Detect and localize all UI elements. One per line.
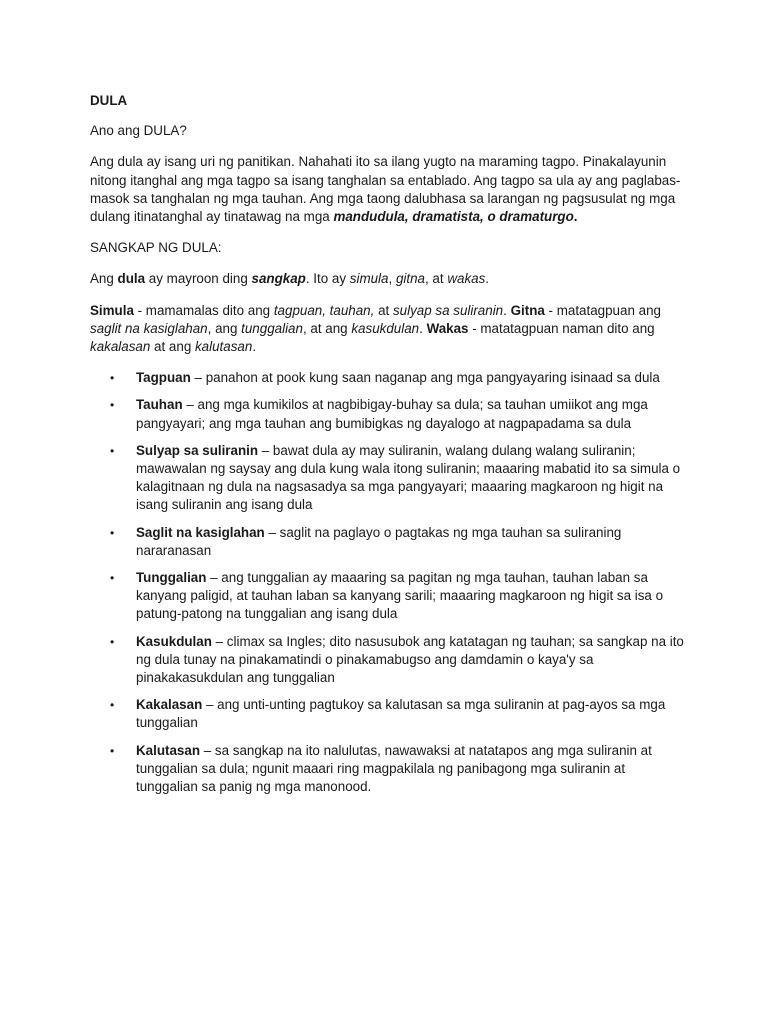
parts-tunggalian: tunggalian bbox=[241, 320, 303, 336]
parts-text-6: , at ang bbox=[302, 320, 352, 336]
definition-emphasis: mandudula, dramatista, o dramaturgo bbox=[333, 209, 574, 225]
list-item-desc: – bawat dula ay may suliranin, walang dulang walang suliranin; mawawalan ng saysay ang dula kung wala itong suliranin; maaaring mabatid ito sa simula o kalagitnaan ng dula na nagsasadya sa mga pangyayari; maaaring magkaroon ng higit na isang suliranin ang isang dula bbox=[136, 442, 681, 513]
list-item-desc: – ang unti-unting pagtukoy sa kalutasan sa mga suliranin at pag-ayos sa mga tunggalian bbox=[136, 697, 666, 731]
bullet-icon: • bbox=[110, 743, 115, 758]
sangkap-list bbox=[90, 369, 690, 796]
parts-text-2: at bbox=[374, 302, 393, 318]
intro-text-4: , bbox=[388, 271, 396, 287]
parts-kalutasan: kalutasan bbox=[194, 339, 253, 355]
parts-text-4: - matatagpuan ang bbox=[544, 302, 661, 318]
intro-sangkap: sangkap bbox=[251, 271, 306, 287]
intro-text-2: ay mayroon ding bbox=[145, 271, 252, 287]
list-item-term: Tauhan bbox=[136, 397, 183, 413]
bullet-icon: • bbox=[110, 398, 115, 413]
intro-wakas: wakas bbox=[447, 271, 486, 287]
gitna-label: Gitna bbox=[510, 302, 545, 318]
bullet-icon: • bbox=[110, 443, 115, 458]
bullet-icon: • bbox=[110, 571, 115, 586]
list-item-desc: – ang tunggalian ay maaaring sa pagitan ng mga tauhan, tauhan laban sa kanyang paligid, at tauhan laban sa kanyang sarili; maaaring magkaroon ng higit sa isa o patung-patong na tunggalian ang isang dula bbox=[136, 570, 664, 622]
parts-kasukdulan: kasukdulan bbox=[351, 320, 420, 336]
intro-text-6: . bbox=[485, 271, 490, 287]
parts-text-5: , ang bbox=[207, 320, 242, 336]
list-item-term: Kakalasan bbox=[136, 697, 203, 713]
intro-text-3: . Ito ay bbox=[305, 271, 350, 287]
list-item bbox=[90, 369, 690, 387]
bullet-icon: • bbox=[110, 634, 115, 649]
list-item bbox=[90, 633, 690, 688]
list-item-term: Tunggalian bbox=[136, 570, 207, 586]
list-item bbox=[90, 396, 690, 432]
parts-paragraph bbox=[90, 302, 690, 357]
simula-label: Simula bbox=[90, 302, 134, 318]
parts-text-7: . bbox=[419, 320, 427, 336]
document-body bbox=[90, 92, 690, 805]
sangkap-intro-paragraph bbox=[90, 270, 690, 288]
bullet-icon: • bbox=[110, 371, 115, 386]
list-item-term: Kalutasan bbox=[136, 742, 200, 758]
section-heading: SANGKAP NG DULA: bbox=[90, 240, 222, 256]
parts-text-8: - matatagpuan naman dito ang bbox=[468, 320, 655, 336]
list-item bbox=[90, 696, 690, 732]
intro-text-1: Ang bbox=[90, 271, 118, 287]
list-item-term: Kasukdulan bbox=[136, 633, 212, 649]
parts-text-3: . bbox=[503, 302, 511, 318]
list-item-desc: – sa sangkap na ito nalulutas, nawawaksi at natatapos ang mga suliranin at tunggalian sa dula; ngunit maaari ring magpakilala ng panibagong mga suliranin at tunggalian sa panig ng mga manonood. bbox=[136, 742, 652, 795]
parts-saglit: saglit na kasiglahan bbox=[90, 320, 208, 336]
definition-end: . bbox=[573, 209, 578, 225]
list-item bbox=[90, 569, 690, 624]
question-line: Ano ang DULA? bbox=[90, 123, 187, 139]
definition-paragraph bbox=[90, 153, 690, 226]
bullet-icon: • bbox=[110, 698, 115, 713]
definition-text: Ang dula ay isang uri ng panitikan. Nahahati ito sa ilang yugto na maraming tagpo. Pinakalayunin nitong itanghal ang mga tagpo sa isang tanghalan sa entablado. Ang tagpo sa ula ay ang paglabas-masok sa tanghalan ng mga tauhan. Ang mga taong dalubhasa sa larangan ng pagsusulat ng mga dulang itinatanghal ay tinatawag na mga bbox=[90, 154, 681, 225]
list-item bbox=[90, 524, 690, 560]
intro-text-5: , at bbox=[424, 271, 448, 287]
parts-text-9: at ang bbox=[150, 339, 195, 355]
list-item-desc: – saglit na paglayo o pagtakas ng mga tauhan sa suliraning nararanasan bbox=[136, 524, 622, 558]
list-item-term: Sulyap sa suliranin bbox=[136, 442, 259, 458]
list-item bbox=[90, 742, 690, 797]
list-item-desc: – climax sa Ingles; dito nasusubok ang katatagan ng tauhan; sa sangkap na ito ng dula tunay na pinakamatindi o pinakamabugso ang damdamin o kaya'y sa pinakakasukdulan ang tunggalian bbox=[136, 633, 684, 686]
intro-simula: simula bbox=[349, 271, 389, 287]
list-item-term: Saglit na kasiglahan bbox=[136, 524, 265, 540]
list-item bbox=[90, 442, 690, 515]
list-item-desc: – ang mga kumikilos at nagbibigay-buhay sa dula; sa tauhan umiikot ang mga pangyayari; ang mga tauhan ang bumibigkas ng dayalogo at nagpapadama sa dula bbox=[136, 397, 648, 431]
intro-dula: dula bbox=[117, 271, 146, 287]
parts-kakalasan: kakalasan bbox=[90, 339, 151, 355]
list-item-term: Tagpuan bbox=[136, 370, 191, 386]
document-title: DULA bbox=[90, 93, 128, 108]
parts-tagpuan: tagpuan, tauhan, bbox=[273, 302, 375, 318]
parts-text-10: . bbox=[252, 339, 257, 355]
wakas-label: Wakas bbox=[426, 320, 469, 336]
list-item-desc: – panahon at pook kung saan naganap ang mga pangyayaring isinaad sa dula bbox=[190, 370, 660, 386]
bullet-icon: • bbox=[110, 525, 115, 540]
parts-sulyap: sulyap sa suliranin bbox=[392, 302, 504, 318]
intro-gitna: gitna bbox=[395, 271, 425, 287]
parts-text-1: - mamamalas dito ang bbox=[133, 302, 274, 318]
